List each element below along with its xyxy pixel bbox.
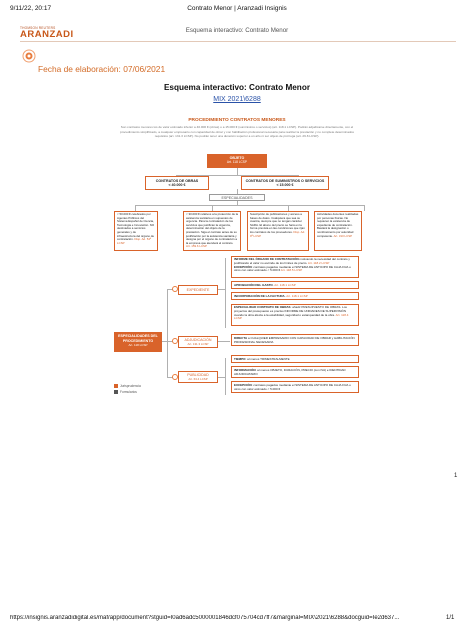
spec-ref[interactable]: Disp. Ad. 9ª LCSP (250, 229, 305, 238)
obras-label: CONTRATOS DE OBRAS (155, 178, 199, 183)
spec-text: < 30.000 € relativos a la protección de la asistencia sanitaria en supuestos de urgencia. Para la contratación de los servicios que justifican la urgencia, determinación del objeto de la prestación. Siga el contrato antes de su justificación por la asistencia sanitaria y designa por el órgano de contratación a la empresa que atenderá el contrato. (186, 212, 238, 245)
item-bold: TIEMPO (234, 357, 246, 361)
objeto-label: OBJETO (229, 155, 245, 160)
especialidades-label: ESPECIALIDADES (221, 196, 253, 200)
spec-box-publicaciones (247, 211, 309, 251)
objeto-node[interactable] (207, 154, 267, 168)
item-text: . (284, 294, 286, 298)
item-bold: DIRECTA (234, 336, 248, 340)
connector (225, 358, 226, 395)
connector (218, 341, 230, 342)
item-ref[interactable]: Art. 118.4 LCSP (234, 312, 349, 321)
brand-prefix: THOMSON REUTERS (20, 26, 56, 30)
spec-text: Suscripción de publicaciones y acceso a bases de datos. Cualquiera que sea su cuantía, siempre que no tengan carácter SARA. El abono del precio se hará en la forma prevista en las condiciones que rijan los contratos de los proveedores. (250, 212, 305, 234)
item-ref[interactable]: Art. 118.5 LCSP (280, 268, 303, 273)
page-mark: 1 (454, 473, 458, 479)
publicidad-node[interactable] (178, 371, 218, 383)
expediente-item-informe (231, 256, 359, 278)
connector (225, 258, 226, 328)
item-bold: INFORME DEL ÓRGANO DE CONTRATACIÓN (234, 257, 299, 261)
item-bold: INCORPORACIÓN DE LA FACTURA (234, 294, 285, 298)
procedimiento-node[interactable] (114, 332, 162, 352)
spec-box-sanitaria (183, 211, 241, 251)
connector (135, 205, 365, 206)
adjudicacion-item-directa (231, 334, 359, 346)
item-text: : al menos TRIMESTRALMENTE (245, 357, 290, 361)
intro-text: Son contratos menores los de valor estimado inferior a 40.000 € (obras) o a 15.000 € (suministros o servicios) (art. 118.1 LCSP). Podrán adjudicarse directamente, con el procedimiento simplificado, a cualquier empresario con capacidad de obrar y con habilitación profesional necesaria para realizar la prestación y no complete determinados requisitos (art. 131.3 LCSP). No podrán tener una duración superior a un año ni ser objeto de prórroga (art. 29.8 LCSP). (120, 125, 354, 139)
obras-node[interactable] (145, 176, 209, 190)
elaboration-date: Fecha de elaboración: 07/06/2021 (38, 64, 166, 74)
item-text: : añadir PRESUPUESTO DE OBRAS. Los proyectos del presupuesto es preciso INFORME DE UNIDADES DE SUPERVISIÓN cuando la obra afecta a la estabilidad, seguridad o estanqueidad de la obra. (234, 305, 347, 317)
print-title: Contrato Menor | Aranzadi Insignis (187, 5, 287, 12)
connector (167, 289, 168, 378)
item-text: : contratos pagados mediante el SISTEMA DE ANTICIPO DE CAJA FIJA u otros con valor estimado < 5.000 € (234, 264, 351, 273)
expediente-item-obras (231, 304, 359, 326)
publicidad-label: PUBLICIDAD (187, 373, 209, 377)
item-ref[interactable]: Art. 118.1 LCSP (274, 283, 296, 287)
spec-ref[interactable]: Disp. Ad. 54ª LCSP (117, 237, 152, 245)
spec-ref[interactable]: Art. 310 LCSP (333, 233, 353, 238)
item-ref[interactable]: Art. 118.1 LCSP (286, 294, 308, 298)
print-header (0, 0, 474, 18)
brand-logo[interactable]: ARANZADI (20, 29, 74, 40)
header-divider (20, 41, 456, 42)
section-title: PROCEDIMIENTO CONTRATOS MENORES (188, 118, 286, 123)
item-ref[interactable]: Art. 118.2 LCSP (307, 260, 330, 265)
procedimiento-ref[interactable]: Art. 118 LCSP (128, 343, 148, 347)
spec-text: Actividades docentes realizadas por personas físicas. No requieren la existencia de expediente de contratación. Bastará la designación o nombramiento por autoridad competente. (317, 212, 359, 238)
expediente-label: EXPEDIENTE (186, 288, 210, 292)
suministros-node[interactable] (241, 176, 329, 190)
spec-box-ciencia (114, 211, 158, 251)
especialidades-node[interactable] (209, 194, 265, 201)
spec-ref[interactable]: Art. 159.6 LCSP (186, 244, 207, 249)
obras-amount: < 40.000 € (168, 183, 186, 188)
item-text: . (272, 283, 274, 287)
footer-url: https://insignis.aranzadidigital.es/maf/app/document?stguid=I0ad6adc5000001846dcf075704cd7ff7&marginal=MIX\2021\6288&docguid=Ie2d637... (10, 615, 400, 621)
connector (364, 205, 365, 211)
document-code-link[interactable]: MIX 2021\6288 (213, 96, 261, 103)
legend-label-formularios: Formularios (120, 390, 137, 394)
item-text: motivando la necesidad del contrato y justificando el valor no escinde de los límites de precio. (234, 257, 350, 265)
legend-label-jurisprudencia: Jurisprudencia (120, 384, 141, 388)
item-bold: EXCEPCIÓN (234, 264, 252, 269)
spec-box-docentes (314, 211, 362, 251)
publicidad-ref[interactable]: Art. 63.4 LCSP (188, 377, 208, 381)
item-text: a CUALQUIER EMPRESARIO CON CAPACIDAD DE OBRAR y HABILITACIÓN PROFESIONAL NECESARIA (234, 336, 355, 344)
suministros-amount: < 15.000 € (276, 183, 294, 188)
item-bold: EXCEPCIÓN (234, 383, 252, 387)
publicidad-item-tiempo (231, 355, 359, 363)
publicidad-item-informacion (231, 366, 359, 378)
document-title: Esquema interactivo: Contrato Menor (163, 83, 311, 92)
footer-page: 1/1 (446, 615, 455, 621)
expediente-item-factura (231, 292, 359, 300)
legend-swatch-formularios (114, 390, 118, 394)
expediente-item-gasto (231, 281, 359, 289)
adjudicacion-label: ADJUDICACIÓN (184, 338, 212, 342)
print-datetime: 9/11/22, 20:17 (10, 5, 52, 12)
publicidad-item-excepcion (231, 381, 359, 393)
item-text: : contratos pagados mediante el SISTEMA DE ANTICIPO DE CAJA FIJA u otros con valor estimado < 5.000 € (234, 383, 351, 391)
objeto-ref[interactable]: Art. 118 LCSP (226, 160, 248, 165)
expediente-node[interactable] (178, 285, 218, 295)
adjudicacion-node[interactable] (178, 336, 218, 348)
item-text: : al menos OBJETO, DURACIÓN, PRECIO (con IVA) e IDENTIDAD ADJUDICATARIO (234, 368, 346, 376)
item-bold: ESPECIALIDAD CONTRATO DE OBRAS (234, 305, 291, 309)
legend-swatch-jurisprudencia (114, 384, 118, 388)
document-subheader: Esquema interactivo: Contrato Menor (185, 27, 289, 34)
item-bold: APROBACIÓN DEL GASTO (234, 283, 273, 287)
procedimiento-label: ESPECIALIDADES DEL PROCEDIMIENTO (118, 334, 158, 343)
item-bold: INFORMACIÓN (234, 368, 256, 372)
adjudicacion-ref[interactable]: Art. 131.3 LCSP (187, 342, 209, 346)
suministros-label: CONTRATOS DE SUMINISTROS O SERVICIOS (245, 178, 325, 183)
spec-text: < 50.000 € celebrados por Agentes Públicos del Sistema Español de Ciencia, Tecnología e Innovación. NO destinados a servicios generales y de infraestructura del órgano de contratación. (117, 212, 155, 242)
decorative-dots-icon (22, 49, 36, 63)
